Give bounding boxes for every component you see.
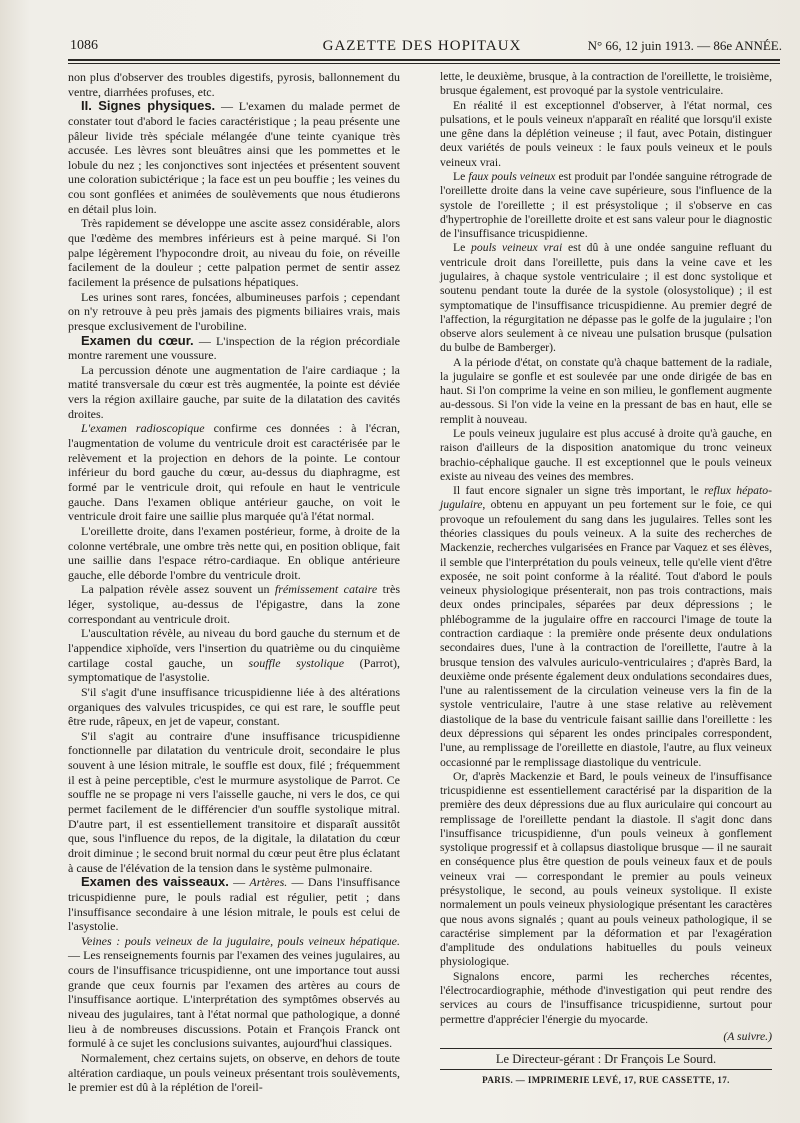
paragraph: Le pouls veineux jugulaire est plus accusé à droite qu'à gauche, en raison d'ailleurs de la disposition anatomique du tronc veineux brachio-céphalique gauche. Il est exceptionnel que le pouls veineux existe au niveau des veines des membres. [440,427,772,483]
left-column [68,70,400,1095]
director-manager: Le Directeur-gérant : Dr François Le Sourd. [495,1052,717,1067]
paragraph: S'il s'agit au contraire d'une insuffisance tricuspidienne fonctionnelle par dilatation du ventricule droit, secondaire le plus souvent à une lésion mitrale, le souffle est doux, filé ; fréquemment il est à peine perceptible, c'est le murmure asystolique de Parrot. Ce souffle ne se propage ni vers l'aisselle gauche, ni vers le dos, ce qui permet facilement de le différencier d'un souffle systolique mitral. D'autre part, il est essentiellement transitoire et disparaît aussitôt que, sous l'influence du repos, de la digitale, la dilatation du cœur droit diminue ; le second bruit normal du cœur peut être plus éclatant à cause de l'élévation de la tension dans le système pulmonaire. [68,728,400,875]
printer-imprint: PARIS. — IMPRIMERIE LEVÉ, 17, RUE CASSETTE, 17. [482,1075,730,1086]
section-heading: Examen du cœur. [81,332,194,348]
paragraph: Veines : pouls veineux de la jugulaire, pouls veineux hépatique. — Les renseignements fournis par l'examen des veines jugulaires, au cours de l'insuffisance tricuspidienne, ont une importance tout aussi grande que ceux fournis par l'examen des artères au cours de l'insuffisance aortique. L'interprétation des symptômes observés au niveau des jugulaires, tant à l'état normal que pathologique, a donné lieu à de nombreuses discussions. Potain et François Franck ont formulé à ce sujet les conclusions suivantes, aujourd'hui classiques. [68,933,400,1051]
journal-title: GAZETTE DES HOPITAUX [322,38,522,54]
paragraph: Très rapidement se développe une ascite assez considérable, alors que l'œdème des membres inférieurs est à peine marqué. Si l'on palpe légèrement l'hypocondre droit, au niveau du foie, on réveille facilement de la douleur ; cette palpation permet de sentir assez facilement la présence de pulsations hépatiques. [68,216,400,289]
paragraph: lette, le deuxième, brusque, à la contraction de l'oreillette, le troisième, brusque également, est provoqué par la systole ventriculaire. [440,70,772,98]
paragraph: Examen du cœur. — L'inspection de la région précordiale montre rarement une voussure. [68,332,400,363]
paragraph: Signalons encore, parmi les recherches récentes, l'électrocardiographie, méthode d'investigation qui peut rendre des services au cours de l'insuffisance tricuspidienne, surtout pour permettre d'apprécier l'énergie du myocarde. [440,969,772,1026]
right-column [440,70,772,1088]
to-be-continued: (A suivre.) [723,1029,772,1043]
header-rule-thin [68,63,780,64]
paragraph: Le pouls veineux vrai est dû à une ondée sanguine refluant du ventricule droit dans l'oreillette, puis dans la veine cave et les jugulaires, à chaque systole ventriculaire ; il est donc systolique et soutenu pendant toute la durée de la systole (olosystolique) ; il est symptomatique de l'insuffisance tricuspidienne. Au premier degré de l'affection, la régurgitation ne dépasse pas le golfe de la jugulaire ; l'on observe alors seulement à ce niveau une pulsation brusque (pulsation du bulbe de Bamberger). [440,241,773,355]
paragraph: S'il s'agit d'une insuffisance tricuspidienne liée à des altérations organiques des valvules tricuspides, ce qui est rare, le souffle peut être rude, râpeux, en jet de vapeur, constant. [68,684,400,729]
paragraph: II. Signes physiques. — L'examen du malade permet de constater tout d'abord le facies caractéristique ; la peau présente une pâleur livide très spéciale mélangée d'une teinte cyanique très accusée. Les lèvres sont bleuâtres ainsi que les pommettes et le lobule du nez ; les conjonctives sont injectées et présentent souvent une coloration subictérique ; la face est un peu bouffie ; les veines du cou sont gonflées et animées de soulèvements que nous étudierons en détail plus loin. [68,98,401,216]
paragraph: Or, d'après Mackenzie et Bard, le pouls veineux de l'insuffisance tricuspidienne est essentiellement caractérisé par la disparition de la première des deux dépressions due au flux auriculaire qui concourt au remplissage de l'oreillette pendant la diastole. Il s'agit donc dans l'insuffisance tricuspidienne, d'un pouls veineux à gonflement systolique progressif et à collapsus diastolique brusque — il ne saurait en conséquence plus être question de pouls veineux faux et de pouls veineux vrai — correspondant le premier au pouls veineux présystolique, le second, au pouls veineux systolique. Il existe normalement un pouls veineux physiologique présentant les caractères que nous avons signalés ; quant au pouls veineux pathologique, il se caractérise simplement par la déformation et par l'exagération d'amplitude des ondulations habituelles du pouls veineux physiologique. [440,769,772,969]
page-header [62,38,782,60]
paragraph: Les urines sont rares, foncées, albumineuses parfois ; cependant on n'y retrouve à peu près jamais des pigments biliaires vrais, mais presque exclusivement de l'urobiline. [68,289,400,333]
paragraph: non plus d'observer des troubles digestifs, pyrosis, ballonnement du ventre, diarrhées profuses, etc. [68,70,400,99]
paragraph: Normalement, chez certains sujets, on observe, en dehors de toute altération cardiaque, un pouls veineux présentant trois soulèvements, le premier est dû à la réplétion de l'oreil- [68,1050,400,1095]
issue-info: N° 66, 12 juin 1913. — 86e ANNÉE. [587,38,782,53]
paragraph: Le faux pouls veineux est produit par l'ondée sanguine rétrograde de l'oreillette droite dans la veine cave supérieure, sous l'influence de la systole de l'oreillette ; il est présystolique ; il s'observe en cas d'hypertrophie de l'oreillette droite et est sans valeur pour le diagnostic de l'insuffisance tricuspidienne. [440,169,772,241]
footer-rule [440,1048,772,1049]
header-rule-thick [68,59,780,61]
paragraph: L'oreillette droite, dans l'examen postérieur, forme, à droite de la colonne vertébrale, une ombre très nette qui, en position oblique, fait une saillie dans l'espace rétro-cardiaque. En oblique antérieure gauche, elle déborde l'ombre du ventricule droit. [68,523,400,582]
paragraph: Il faut encore signaler un signe très important, le reflux hépato-jugulaire, obtenu en appuyant un peu fortement sur le foie, ce qui provoque un refoulement du sang dans les jugulaires. Telles sont les théories classiques du pouls veineux. A la suite des recherches de Mackenzie, recherches vulgarisées en France par Vaquez et ses élèves, il semble que l'interprétation du pouls veineux, telle qu'elle vient d'être exposée, ne soit point conforme à la réalité. Tout d'abord le pouls veineux physiologique présenterait, non pas trois contractions, mais deux ondes principales, séparées par deux dépressions ; le phlébogramme de la jugulaire offre en raccourci l'image de toute la contraction cardiaque : la première onde présente deux ondulations secondaires dues, l'une à la contraction de l'oreillette, l'autre à la brusque tension des valvules auriculo-ventriculaires ; d'après Bard, la deuxième onde présente également deux ondulations secondaires dues, l'une au ralentissement de la circulation veineuse vers la fin de la systole ventriculaire, l'autre à une stase relative au relèvement diastolique de la base du ventricule faisant saillie dans l'oreillette : les deux dépressions qui séparent les ondes principales correspondent, l'une, au remplissage de l'oreillette en diastole, l'autre, au flux veineux occasionné par le remplissage diastolique du ventricule. [440,484,772,769]
paragraph: A la période d'état, on constate qu'à chaque battement de la radiale, la jugulaire se gonfle et est soulevée par une onde dirigée de bas en haut. Si l'on comprime la veine en son milieu, le gonflement augmente au-dessous. Si l'on vide la veine en la pressant de bas en haut, elle se remplit à nouveau. [440,355,772,426]
footer-rule [440,1069,772,1070]
paragraph: En réalité il est exceptionnel d'observer, à l'état normal, ces pulsations, et le pouls veineux n'apparaît en réalité que lorsqu'il existe une gêne dans la déplétion veineuse ; il faut, avec Potain, distinguer deux variétés de pouls veineux : le faux pouls veineux et le pouls veineux vrai. [440,98,772,169]
paragraph: La palpation révèle assez souvent un frémissement cataire très léger, systolique, au-dessus de l'épigastre, dans la zone correspondant au ventricule droit. [68,582,400,626]
paragraph: La percussion dénote une augmentation de l'aire cardiaque ; la matité transversale du cœur est très augmentée, la pointe est déviée vers la région axillaire gauche, par suite de la dilatation des cavités droites. [68,362,400,421]
section-heading: Examen des vaisseaux. [81,874,229,890]
paragraph: Examen des vaisseaux. — Artères. — Dans l'insuffisance tricuspidienne pure, le pouls radial est régulier, petit ; dans l'insuffisance secondaire à une lésion mitrale, le pouls est celui de l'asystolie. [68,874,401,934]
section-heading: II. Signes physiques. [81,98,216,114]
paragraph: L'examen radioscopique confirme ces données : à l'écran, l'augmentation de volume du ventricule droit est caractérisée par le relèvement et la projection en dehors de la pointe. Le contour inférieur du bord gauche du cœur, au-dessus du diaphragme, est formé par le ventricule droit, qui refoule en haut le ventricule gauche. Dans l'examen oblique antérieur gauche, on voit le ventricule droit faire une saillie plus marquée qu'à l'état normal. [68,421,401,524]
paragraph: L'auscultation révèle, au niveau du bord gauche du sternum et de l'appendice xiphoïde, vers l'insertion du quatrième ou du cinquième cartilage costal gauche, un souffle systolique (Parrot), symptomatique de l'asystolie. [68,626,400,685]
page-number: 1086 [70,38,98,53]
